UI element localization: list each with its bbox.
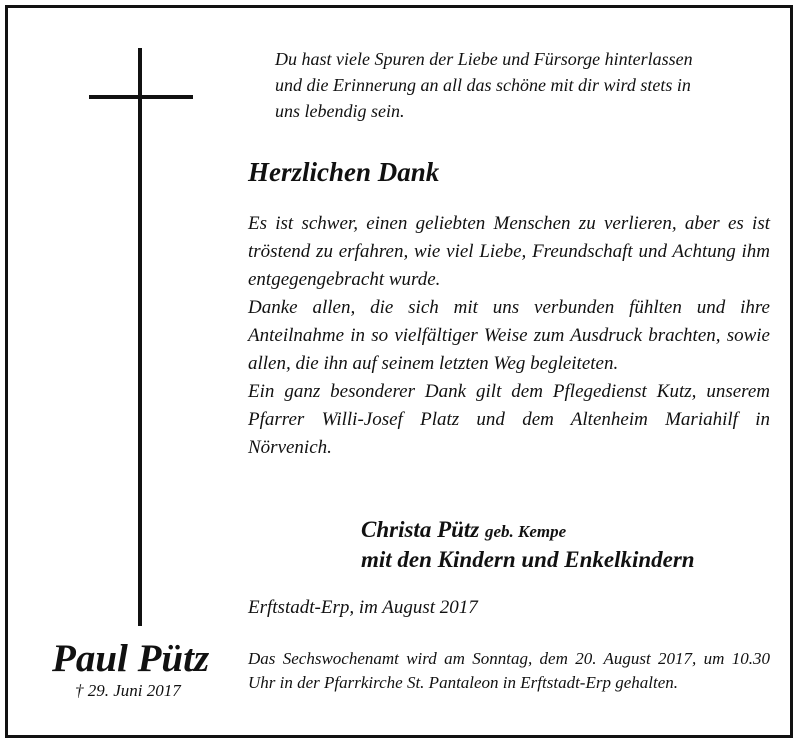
memorial-poem [275,46,775,124]
poem-line: und die Erinnerung an all das schöne mit dir wird stets in [275,75,691,95]
signature-maiden-name: geb. Kempe [485,522,567,541]
thanks-paragraph: Es ist schwer, einen geliebten Menschen zu verlieren, aber es ist tröstend zu erfahren, wie viel Liebe, Freundschaft und Achtung ihm entgegengebracht wurde. [248,213,770,290]
cross-icon-horizontal [89,95,193,99]
thanks-text [248,210,770,462]
cross-icon-vertical [138,48,142,626]
signature-name: Christa Pütz [361,517,480,542]
obituary-frame [5,5,793,738]
signature-family: mit den Kindern und Enkelkindern [361,547,695,572]
mass-notice: Das Sechswochenamt wird am Sonntag, dem 20. August 2017, um 10.30 Uhr in der Pfarrkirche St. Pantaleon in Erftstadt-Erp gehalten. [248,649,770,692]
deceased-name: Paul Pütz [52,637,210,680]
death-date: † 29. Juni 2017 [75,681,181,700]
poem-line: Du hast viele Spuren der Liebe und Fürsorge hinterlassen [275,49,693,69]
thanks-paragraph: Ein ganz besonderer Dank gilt dem Pflegedienst Kutz, unserem Pfarrer Willi-Josef Platz und dem Altenheim Mariahilf in Nörvenich. [248,381,770,458]
signature [361,516,695,574]
poem-line: uns lebendig sein. [275,101,405,121]
thanks-heading: Herzlichen Dank [248,157,440,187]
place-date: Erftstadt-Erp, im August 2017 [248,597,478,618]
thanks-paragraph: Danke allen, die sich mit uns verbunden fühlten und ihre Anteilnahme in so vielfältiger Weise zum Ausdruck brachten, sowie allen, die ihn auf seinem letzten Weg begleiteten. [248,297,770,374]
